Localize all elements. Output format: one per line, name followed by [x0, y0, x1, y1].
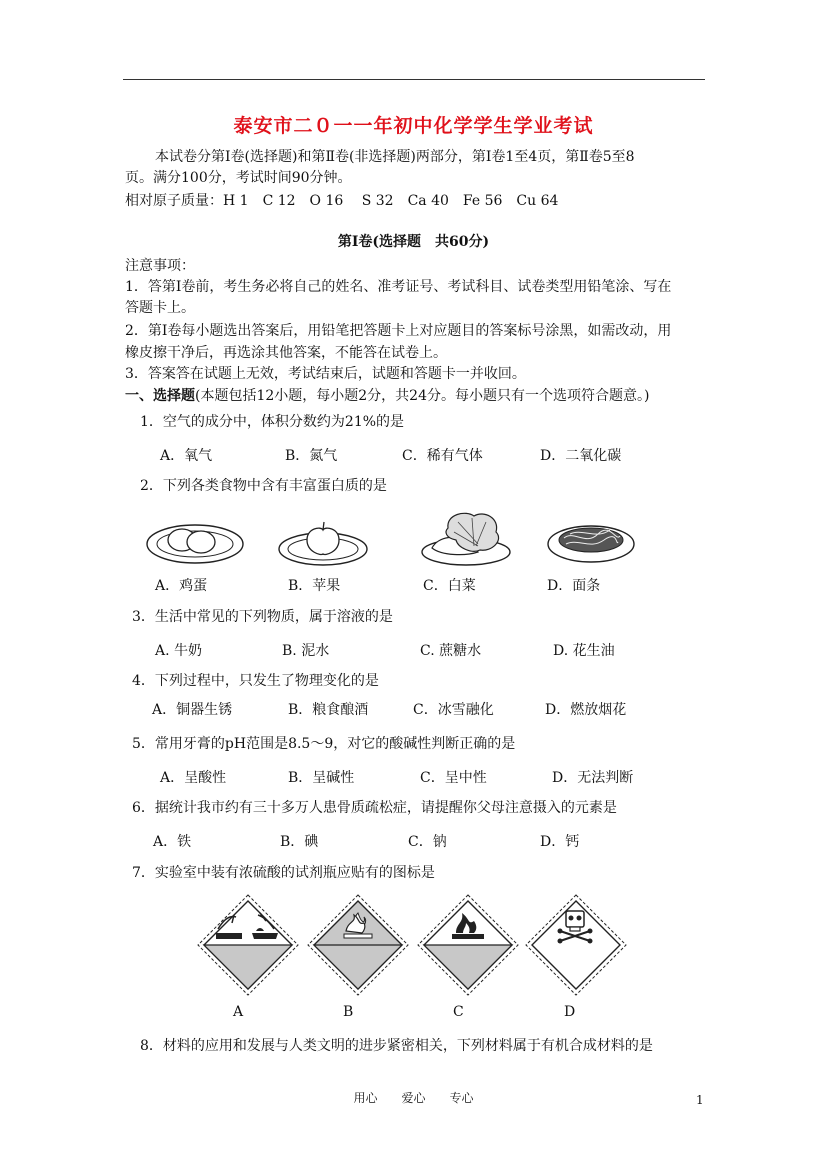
q3-stem: 3．生活中常见的下列物质，属于溶液的是 [132, 609, 393, 625]
note-3: 3．答案答在试题上无效，考试结束后，试题和答题卡一并收回。 [125, 366, 526, 382]
q6-stem: 6．据统计我市约有三十多万人患骨质疏松症，请提醒你父母注意摄入的元素是 [132, 800, 617, 816]
q5-stem: 5．常用牙膏的pH范围是8.5～9，对它的酸碱性判断正确的是 [132, 736, 516, 752]
flammable-hazard-icon-b [306, 893, 410, 997]
q3-option-b: B. 泥水 [282, 643, 330, 659]
q8-stem: 8．材料的应用和发展与人类文明的进步紧密相关，下列材料属于有机合成材料的是 [140, 1038, 653, 1054]
note-1b: 答题卡上。 [125, 300, 195, 316]
q5-option-d: D．无法判断 [552, 770, 634, 786]
q2-option-a: A．鸡蛋 [155, 578, 208, 594]
q2-option-c: C．白菜 [423, 578, 476, 594]
q4-option-a: A．铜器生锈 [152, 702, 233, 718]
section-title: 第Ⅰ卷(选择题 共60分) [337, 234, 490, 250]
q5-option-c: C．呈中性 [420, 770, 487, 786]
q1-option-d: D．二氧化碳 [540, 448, 622, 464]
q4-option-d: D．燃放烟花 [545, 702, 627, 718]
q7-option-d: D [564, 1004, 576, 1020]
cabbage-plate-image [418, 508, 518, 568]
note-1a: 1．答第Ⅰ卷前，考生务必将自己的姓名、准考证号、考试科目、试卷类型用铅笔涂、写在 [125, 279, 672, 295]
part1-label: 一、选择题 [125, 388, 195, 404]
q2-option-b: B．苹果 [288, 578, 341, 594]
q1-option-a: A．氧气 [160, 448, 213, 464]
q7-option-c: C [453, 1004, 464, 1020]
q6-option-a: A．铁 [153, 834, 192, 850]
q6-option-d: D．钙 [540, 834, 580, 850]
header-rule [123, 79, 705, 80]
intro-line-1: 本试卷分第Ⅰ卷(选择题)和第Ⅱ卷(非选择题)两部分，第Ⅰ卷1至4页，第Ⅱ卷5至8 [155, 149, 635, 165]
atomic-masses: 相对原子质量：H 1 C 12 O 16 S 32 Ca 40 Fe 56 Cu 64 [125, 193, 559, 209]
q6-option-c: C．钠 [408, 834, 447, 850]
intro-line-2: 页。满分100分，考试时间90分钟。 [125, 170, 352, 186]
toxic-hazard-icon [524, 893, 628, 997]
q1-option-b: B．氮气 [285, 448, 338, 464]
noodle-plate-image [546, 516, 636, 566]
q7-option-a: A [233, 1004, 244, 1020]
q4-option-c: C．冰雪融化 [413, 702, 494, 718]
q5-option-b: B．呈碱性 [288, 770, 355, 786]
part1-heading [125, 386, 649, 406]
q7-stem: 7．实验室中装有浓硫酸的试剂瓶应贴有的图标是 [132, 865, 435, 881]
q3-option-c: C. 蔗糖水 [420, 643, 482, 659]
q2-stem: 2．下列各类食物中含有丰富蛋白质的是 [140, 478, 387, 494]
footer-motto: 用心 爱心 专心 [353, 1091, 474, 1105]
q3-option-d: D. 花生油 [553, 643, 615, 659]
notes-heading: 注意事项： [125, 258, 195, 274]
q1-stem: 1．空气的成分中，体积分数约为21%的是 [140, 414, 405, 430]
egg-plate-image [145, 518, 245, 566]
note-2a: 2．第Ⅰ卷每小题选出答案后，用铅笔把答题卡上对应题目的答案标号涂黑，如需改动，用 [125, 323, 672, 339]
q4-stem: 4．下列过程中，只发生了物理变化的是 [132, 673, 379, 689]
exam-title: 泰安市二０一一年初中化学学生学业考试 [233, 115, 594, 137]
page-number: 1 [696, 1093, 704, 1107]
flammable-hazard-icon-c [416, 893, 520, 997]
apple-plate-image [277, 516, 369, 568]
note-2b: 橡皮擦干净后，再选涂其他答案，不能答在试卷上。 [125, 345, 447, 361]
q3-option-a: A. 牛奶 [155, 643, 203, 659]
part1-desc: (本题包括12小题，每小题2分，共24分。每小题只有一个选项符合题意。) [195, 388, 650, 404]
q6-option-b: B．碘 [280, 834, 319, 850]
q2-option-d: D．面条 [547, 578, 601, 594]
q5-option-a: A．呈酸性 [160, 770, 227, 786]
corrosive-hazard-icon [196, 893, 300, 997]
q1-option-c: C．稀有气体 [402, 448, 483, 464]
q4-option-b: B．粮食酿酒 [288, 702, 369, 718]
q7-option-b: B [343, 1004, 354, 1020]
